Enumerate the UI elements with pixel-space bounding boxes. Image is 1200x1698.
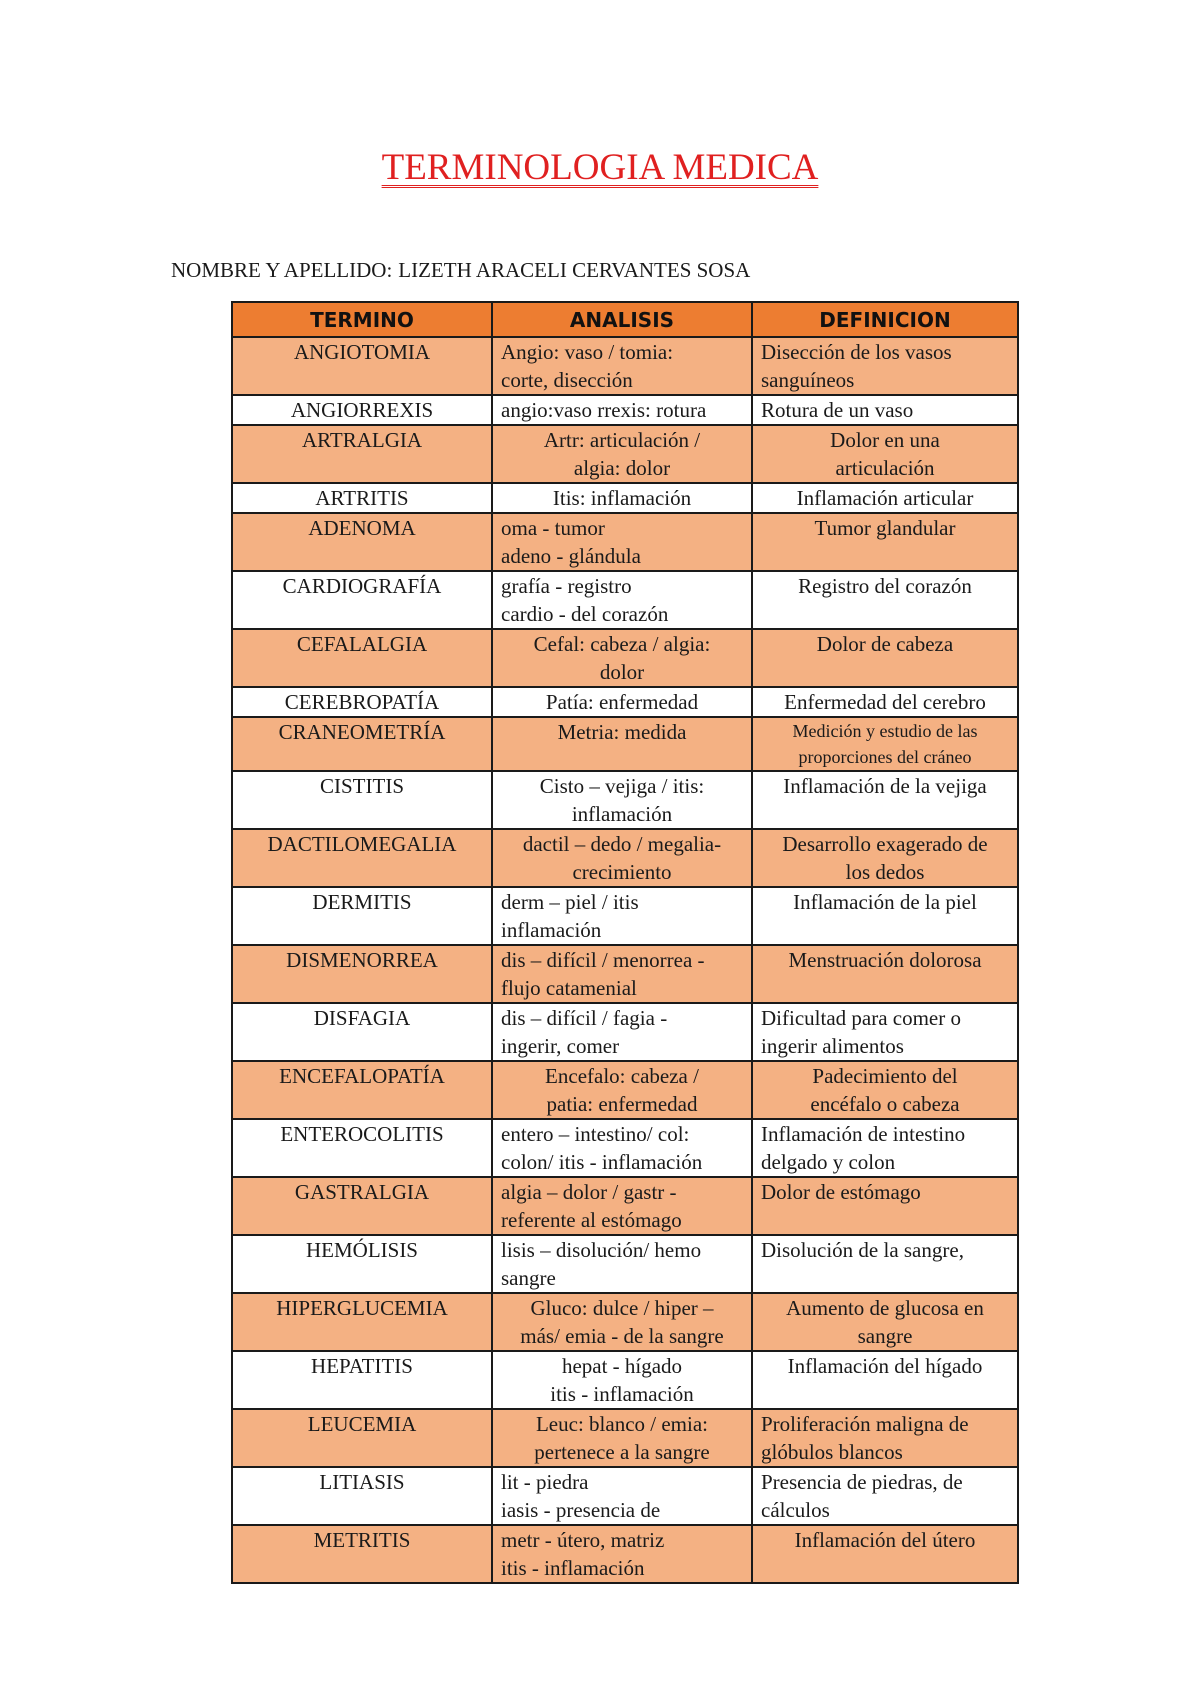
definition-cell-line: Inflamación del útero	[794, 1528, 976, 1552]
table-row	[232, 1119, 1018, 1177]
table-row	[232, 1351, 1018, 1409]
analysis-cell-line: Artr: articulación /	[543, 428, 701, 452]
definition-cell	[752, 483, 1018, 513]
term-cell: ARTRITIS	[232, 483, 492, 513]
definition-cell-line: sanguíneos	[761, 368, 855, 392]
analysis-cell-line: Cefal: cabeza / algia:	[533, 632, 711, 656]
analysis-cell-line: dis – difícil / menorrea -	[501, 948, 705, 972]
analysis-cell-line: grafía - registro	[501, 574, 632, 598]
term-cell: CRANEOMETRÍA	[232, 717, 492, 771]
definition-cell-line: Inflamación articular	[796, 486, 974, 510]
analysis-cell-line: iasis - presencia de	[501, 1498, 661, 1522]
definition-cell-line: articulación	[835, 456, 935, 480]
analysis-cell-line: flujo catamenial	[501, 976, 637, 1000]
term-cell: ARTRALGIA	[232, 425, 492, 483]
analysis-cell	[492, 571, 752, 629]
analysis-cell-line: Gluco: dulce / hiper –	[530, 1296, 714, 1320]
definition-cell-line: Dolor de cabeza	[816, 632, 954, 656]
definition-cell-line: Dificultad para comer o	[761, 1006, 961, 1030]
term-cell: DISFAGIA	[232, 1003, 492, 1061]
definition-cell-line: Enfermedad del cerebro	[784, 690, 986, 714]
analysis-cell	[492, 395, 752, 425]
table-row	[232, 1293, 1018, 1351]
analysis-cell	[492, 483, 752, 513]
definition-cell-line: Padecimiento del	[812, 1064, 958, 1088]
analysis-cell-line: algia: dolor	[573, 456, 671, 480]
definition-cell-line: glóbulos blancos	[761, 1440, 903, 1464]
table-row	[232, 1061, 1018, 1119]
table-row	[232, 483, 1018, 513]
definition-cell	[752, 1177, 1018, 1235]
table-row	[232, 687, 1018, 717]
term-cell: HEMÓLISIS	[232, 1235, 492, 1293]
analysis-cell-line: inflamación	[501, 918, 602, 942]
definition-cell	[752, 771, 1018, 829]
definition-cell-line: los dedos	[845, 860, 925, 884]
definition-cell-line: proporciones del cráneo	[798, 747, 972, 767]
definition-cell	[752, 629, 1018, 687]
definition-cell-line: ingerir alimentos	[761, 1034, 904, 1058]
term-cell: ENTEROCOLITIS	[232, 1119, 492, 1177]
definition-cell	[752, 395, 1018, 425]
definition-cell-line: Disolución de la sangre,	[761, 1238, 964, 1262]
term-cell: CISTITIS	[232, 771, 492, 829]
definition-cell-line: Inflamación del hígado	[787, 1354, 983, 1378]
analysis-cell-line: Angio: vaso / tomia:	[501, 340, 674, 364]
table-row	[232, 887, 1018, 945]
table-row	[232, 1235, 1018, 1293]
analysis-cell-line: corte, disección	[501, 368, 633, 392]
header-termino: TERMINO	[232, 302, 492, 337]
term-cell: ANGIOTOMIA	[232, 337, 492, 395]
analysis-cell	[492, 1525, 752, 1583]
definition-cell-line: Medición y estudio de las	[792, 721, 978, 741]
analysis-cell-line: Encefalo: cabeza /	[545, 1064, 699, 1088]
analysis-cell	[492, 945, 752, 1003]
definition-cell	[752, 425, 1018, 483]
definition-cell	[752, 717, 1018, 771]
definition-cell	[752, 1235, 1018, 1293]
analysis-cell-line: itis - inflamación	[501, 1556, 645, 1580]
definition-cell-line: cálculos	[761, 1498, 830, 1522]
table-row	[232, 771, 1018, 829]
analysis-cell-line: crecimiento	[572, 860, 672, 884]
analysis-cell-line: Leuc: blanco / emia:	[535, 1412, 708, 1436]
definition-cell	[752, 1525, 1018, 1583]
analysis-cell-line: Cisto – vejiga / itis:	[539, 774, 705, 798]
analysis-cell-line: dolor	[599, 660, 645, 684]
definition-cell-line: delgado y colon	[761, 1150, 896, 1174]
term-cell: LITIASIS	[232, 1467, 492, 1525]
analysis-cell	[492, 1177, 752, 1235]
analysis-cell-line: entero – intestino/ col:	[501, 1122, 690, 1146]
table-row	[232, 1525, 1018, 1583]
term-cell: METRITIS	[232, 1525, 492, 1583]
student-name-line	[171, 258, 750, 283]
table-row	[232, 1003, 1018, 1061]
term-cell: LEUCEMIA	[232, 1409, 492, 1467]
definition-cell-line: Rotura de un vaso	[761, 398, 914, 422]
definition-cell-line: Presencia de piedras, de	[761, 1470, 963, 1494]
definition-cell	[752, 1061, 1018, 1119]
definition-cell-line: Dolor en una	[830, 428, 940, 452]
analysis-cell-line: más/ emia - de la sangre	[520, 1324, 724, 1348]
table-row	[232, 337, 1018, 395]
table-row	[232, 1177, 1018, 1235]
analysis-cell	[492, 887, 752, 945]
term-cell: DISMENORREA	[232, 945, 492, 1003]
table-header-row	[232, 302, 1018, 337]
analysis-cell-line: ingerir, comer	[501, 1034, 620, 1058]
definition-cell	[752, 829, 1018, 887]
term-cell: DACTILOMEGALIA	[232, 829, 492, 887]
analysis-cell	[492, 513, 752, 571]
analysis-cell-line: derm – piel / itis	[501, 890, 639, 914]
definition-cell-line: sangre	[857, 1324, 913, 1348]
definition-cell	[752, 1293, 1018, 1351]
definition-cell	[752, 945, 1018, 1003]
analysis-cell	[492, 1003, 752, 1061]
analysis-cell	[492, 425, 752, 483]
analysis-cell-line: colon/ itis - inflamación	[501, 1150, 703, 1174]
definition-cell	[752, 571, 1018, 629]
analysis-cell	[492, 687, 752, 717]
terminology-table	[231, 301, 1019, 1584]
table-row	[232, 829, 1018, 887]
table-row	[232, 1409, 1018, 1467]
analysis-cell-line: Itis: inflamación	[552, 486, 692, 510]
analysis-cell-line: inflamación	[571, 802, 673, 826]
table-row	[232, 395, 1018, 425]
definition-cell	[752, 1467, 1018, 1525]
name-label: NOMBRE Y APELLIDO:	[171, 258, 393, 282]
term-cell: CEREBROPATÍA	[232, 687, 492, 717]
analysis-cell-line: lisis – disolución/ hemo	[501, 1238, 702, 1262]
term-cell: HIPERGLUCEMIA	[232, 1293, 492, 1351]
definition-cell	[752, 337, 1018, 395]
term-cell: ANGIORREXIS	[232, 395, 492, 425]
analysis-cell	[492, 1235, 752, 1293]
term-cell: GASTRALGIA	[232, 1177, 492, 1235]
analysis-cell-line: referente al estómago	[501, 1208, 682, 1232]
table-row	[232, 571, 1018, 629]
definition-cell-line: Proliferación maligna de	[761, 1412, 969, 1436]
definition-cell-line: Dolor de estómago	[761, 1180, 921, 1204]
analysis-cell	[492, 1351, 752, 1409]
analysis-cell-line: cardio - del corazón	[501, 602, 669, 626]
term-cell: HEPATITIS	[232, 1351, 492, 1409]
analysis-cell-line: dis – difícil / fagia -	[501, 1006, 668, 1030]
analysis-cell-line: patia: enfermedad	[546, 1092, 698, 1116]
definition-cell-line: Disección de los vasos	[761, 340, 952, 364]
table-row	[232, 629, 1018, 687]
table-row	[232, 425, 1018, 483]
analysis-cell-line: itis - inflamación	[550, 1382, 694, 1406]
analysis-cell-line: oma - tumor	[501, 516, 605, 540]
definition-cell-line: Tumor glandular	[814, 516, 956, 540]
definition-cell	[752, 1003, 1018, 1061]
analysis-cell-line: adeno - glándula	[501, 544, 641, 568]
table-row	[232, 513, 1018, 571]
definition-cell	[752, 687, 1018, 717]
definition-cell-line: Desarrollo exagerado de	[782, 832, 988, 856]
table-row	[232, 945, 1018, 1003]
definition-cell	[752, 513, 1018, 571]
definition-cell	[752, 887, 1018, 945]
analysis-cell-line: metr - útero, matriz	[501, 1528, 665, 1552]
analysis-cell	[492, 1409, 752, 1467]
analysis-cell-line: pertenece a la sangre	[534, 1440, 710, 1464]
definition-cell-line: Inflamación de la vejiga	[783, 774, 987, 798]
analysis-cell-line: lit - piedra	[501, 1470, 589, 1494]
term-cell: CEFALALGIA	[232, 629, 492, 687]
page-title: TERMINOLOGIA MEDICA	[381, 147, 819, 188]
analysis-cell	[492, 1467, 752, 1525]
analysis-cell-line: sangre	[501, 1266, 556, 1290]
analysis-cell	[492, 771, 752, 829]
analysis-cell	[492, 829, 752, 887]
name-value: LIZETH ARACELI CERVANTES SOSA	[398, 258, 751, 282]
table-row	[232, 1467, 1018, 1525]
analysis-cell	[492, 629, 752, 687]
definition-cell	[752, 1351, 1018, 1409]
header-definicion: DEFINICION	[752, 302, 1018, 337]
definition-cell	[752, 1119, 1018, 1177]
analysis-cell-line: algia – dolor / gastr -	[501, 1180, 677, 1204]
analysis-cell-line: Patía: enfermedad	[545, 690, 699, 714]
definition-cell-line: Inflamación de intestino	[761, 1122, 966, 1146]
analysis-cell-line: hepat - hígado	[561, 1354, 683, 1378]
definition-cell-line: Menstruación dolorosa	[788, 948, 982, 972]
analysis-cell-line: Metria: medida	[557, 720, 687, 744]
analysis-cell	[492, 717, 752, 771]
analysis-cell	[492, 1293, 752, 1351]
term-cell: ENCEFALOPATÍA	[232, 1061, 492, 1119]
analysis-cell	[492, 1119, 752, 1177]
analysis-cell-line: angio:vaso rrexis: rotura	[501, 398, 707, 422]
definition-cell-line: encéfalo o cabeza	[810, 1092, 960, 1116]
term-cell: ADENOMA	[232, 513, 492, 571]
definition-cell	[752, 1409, 1018, 1467]
table-row	[232, 717, 1018, 771]
analysis-cell-line: dactil – dedo / megalia-	[522, 832, 722, 856]
header-analisis: ANALISIS	[492, 302, 752, 337]
term-cell: DERMITIS	[232, 887, 492, 945]
definition-cell-line: Aumento de glucosa en	[786, 1296, 984, 1320]
term-cell: CARDIOGRAFÍA	[232, 571, 492, 629]
definition-cell-line: Registro del corazón	[798, 574, 972, 598]
analysis-cell	[492, 1061, 752, 1119]
definition-cell-line: Inflamación de la piel	[793, 890, 977, 914]
analysis-cell	[492, 337, 752, 395]
